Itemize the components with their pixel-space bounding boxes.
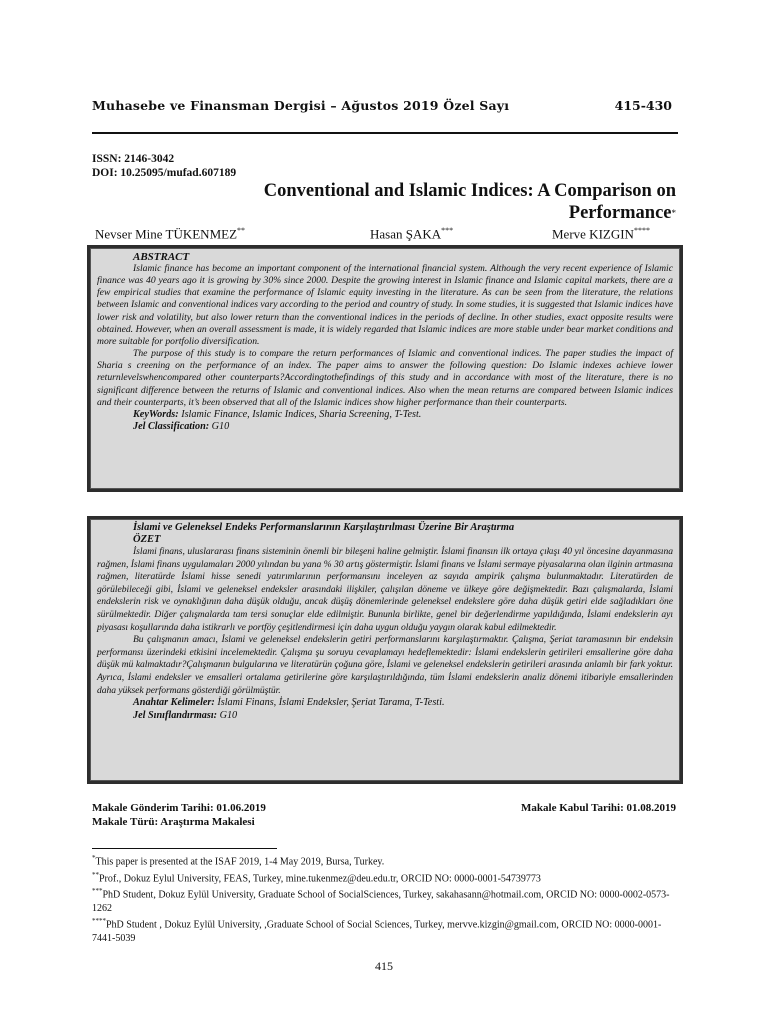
footnote-text: This paper is presented at the ISAF 2019, 1-4 May 2019, Bursa, Turkey. (95, 856, 385, 868)
paper-title (120, 180, 676, 224)
ozet-heading: ÖZET (133, 534, 161, 545)
title-footnote-mark: * (671, 208, 676, 218)
header-rule (92, 132, 678, 134)
footnote-mark: * (92, 854, 96, 862)
issn: ISSN: 2146-3042 (92, 153, 175, 165)
ozet-panel (90, 519, 680, 781)
abstract-paragraph-2: The purpose of this study is to compare the return performances of Islamic and conventional indices. The paper studies the impact of Sharia s creening on the performance of an index. The paper aims to answer the following question: Do Islamic indexes achieve lower returnlevelswhencompared other counterparts?Accordingtothefindings of this study and in accordance with most of the literature, there is no significant difference between the returns of Islamic and conventional indices. Also when the mean returns are compared between Islamic indices and their counterparts, it’s been observed that all of the Islamic indices show higher performance than their counterparts. (97, 348, 673, 408)
footnote-mark: ** (92, 870, 99, 879)
abstract-paragraph-1: Islamic finance has become an important component of the international financial system. Although the very recent experience of Islamic finance was 40 years ago it is growing by 30% since 2000. Despite the growing interest in Islamic finance and Islamic capital markets, there are a few empirical studies that examine the performance of Islamic equity investing in the literature. As can be seen from the literature, the relations between Islamic and conventional indices vary according to the period and country of study. In some studies, it is suggested that Islamic indices have lower risk and volatility, but also lower return than the conventional indices in the periods of decline. In other studies, exact opposite results were obtained. However, when an overall assessment is made, it is widely regarded that Islamic indices are more stable under bear market conditions and more suitable for portfolio diversification. (97, 263, 673, 347)
ozet-title: İslami ve Geleneksel Endeks Performanslarının Karşılaştırılması Üzerine Bir Araştırma (133, 522, 515, 533)
running-header (92, 98, 676, 120)
ozet-box (87, 516, 683, 784)
anahtar-label: Anahtar Kelimeler: (133, 697, 215, 709)
acceptance-date: Makale Kabul Tarihi: 01.08.2019 (521, 802, 676, 814)
footnote-rule (92, 848, 277, 849)
jel-tr-label: Jel Sınıflandırması: (133, 709, 218, 721)
jel-value: G10 (209, 421, 230, 433)
keywords-value: Islamic Finance, Islamic Indices, Sharia Screening, T-Test. (178, 408, 422, 420)
article-type: Makale Türü: Araştırma Makalesi (92, 816, 255, 828)
ozet-paragraph-2: Bu çalışmanın amacı, İslami ve geleneksel endekslerin getiri performanslarını karşılaştırmaktır. Çalışma, Şeriat taramasının bir endeksin performansı üzerindeki etkisini incelemektedir. Çalışma şu soruyu cevaplamayı hedeflemektedir: İslami endekslerin getirileri emsallerine göre daha düşük mü kalmaktadır?Çalışmanın bulgularına ve literatürün çoğuna göre, İslami ve geleneksel endekslerin getirileri arasında anlamlı bir fark yoktur. Ayrıca, İslami endeksler ve emsalleri ortalama getirilerine göre karşılaştırıldığında, tüm İslami endekslerin analiz dönemi itibariyle emsallerinden daha yüksek performans gösterdiği görülmüştür. (97, 634, 673, 696)
author-1-name: Nevser Mine TÜKENMEZ (95, 226, 238, 242)
paper-title-line1: Conventional and Islamic Indices: A Comparison on (263, 181, 676, 201)
abstract-jel (97, 421, 673, 434)
author-2 (370, 226, 453, 242)
author-1 (95, 226, 245, 242)
submission-date: Makale Gönderim Tarihi: 01.06.2019 (92, 802, 266, 814)
doi: DOI: 10.25095/mufad.607189 (92, 167, 237, 179)
abstract-box (87, 245, 683, 492)
jel-tr-value: G10 (217, 709, 238, 721)
author-3-name: Merve KIZGIN (552, 226, 634, 242)
footnote (92, 869, 678, 886)
ozet-keywords (97, 697, 673, 710)
footnote (92, 852, 678, 869)
abstract-heading: ABSTRACT (133, 251, 190, 263)
author-1-mark: ** (237, 226, 246, 235)
paper-title-line2 (120, 202, 676, 224)
author-3 (552, 226, 650, 242)
footnote-text: PhD Student , Dokuz Eylül University, ,Graduate School of Social Sciences, Turkey, mervve.kizgin@gmail.com, ORCID NO: 0000-0001-7441-5039 (92, 919, 662, 944)
ozet-paragraph-1: İslami finans, uluslararası finans sisteminin önemli bir bileşeni haline gelmiştir. İslami finansın ilk ortaya çıkışı 40 yıl öncesine dayanmasına rağmen, İslami finans uygulamaları 2000 yılından bu yana % 30 artış göstermiştir. İslami finans ve İslami sermaye piyasalarına olan ilginin artmasına rağmen, literatürde İslami hisse senedi yatırımlarının performansını inceleyen az sayıda ampirik çalışma bulunmaktadır. Literatürden de görülebileceği gibi, İslami ve geleneksel endeksler arasındaki ilişkiler, çalışılan döneme ve ülkeye göre değişmektedir. Bazı çalışmalarda, İslami endekslerin risk ve oynaklığının daha düşük olduğu, ancak düşüş dönemlerinde geleneksel endekslere göre daha düşük getiri elde sağladıkları öne sürülmektedir. Diğer çalışmalarda tam tersi sonuçlar elde edilmiştir. Bununla birlikte, genel bir değerlendirme yapıldığında, İslami endekslerin ayı piyasası koşullarında daha istikrarlı ve portföy çeşitlendirmesi için daha uygun olduğu yaygın olarak kabul edilmektedir. (97, 546, 673, 633)
abstract-keywords (97, 409, 673, 422)
footnote-mark: *** (92, 887, 103, 896)
author-2-mark: *** (441, 226, 454, 235)
abstract-panel (90, 248, 680, 489)
page-number: 415 (375, 959, 393, 973)
footnote (92, 885, 678, 915)
keywords-label: KeyWords: (133, 408, 179, 420)
footnote-text: Prof., Dokuz Eylul University, FEAS, Turkey, mine.tukenmez@deu.edu.tr, ORCID NO: 0000-0001-54739773 (99, 872, 541, 884)
paper-title-text-2: Performance (568, 203, 672, 223)
author-3-mark: **** (633, 226, 650, 235)
footnotes (92, 852, 678, 945)
jel-label: Jel Classification: (133, 421, 210, 433)
ozet-jel (97, 710, 673, 723)
footnote-mark: **** (92, 917, 106, 926)
page-range: 415-430 (614, 98, 672, 113)
anahtar-value: İslami Finans, İslami Endeksler, Şeriat Tarama, T-Testi. (214, 697, 445, 709)
footnote (92, 915, 678, 945)
journal-title: Muhasebe ve Finansman Dergisi – Ağustos 2019 Özel Sayı (92, 98, 510, 113)
author-2-name: Hasan ŞAKA (370, 226, 442, 242)
footnote-text: PhD Student, Dokuz Eylül University, Graduate School of SocialSciences, Turkey, sakahasann@hotmail.com, ORCID NO: 0000-0002-0573-1262 (92, 889, 670, 914)
